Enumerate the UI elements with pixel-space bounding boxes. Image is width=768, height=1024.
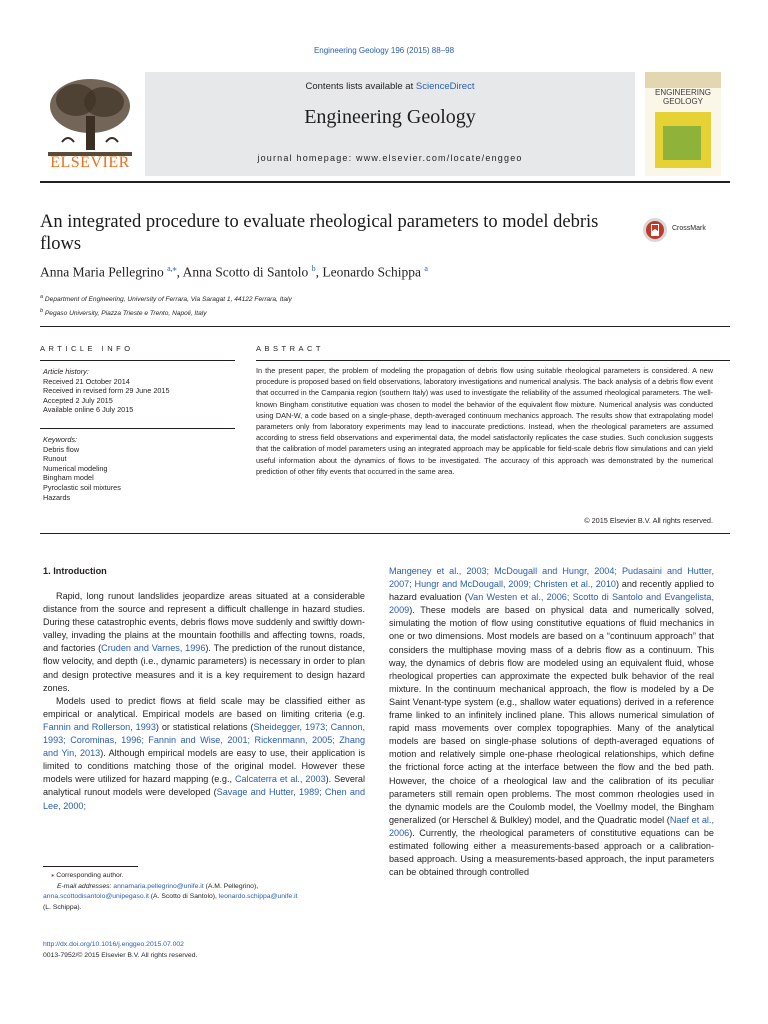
- author-separator: ,: [176, 264, 183, 280]
- abstract-text: In the present paper, the problem of modeling the propagation of debris flow using suitable rheological parameters is considered. A new procedure is proposed based on field observations, laboratory investigations and numerical analysis. The back analysis of a debris flow event that occurred in the Campania region (southern Italy) was used to investigate the reliability of the assumed rheological parameters. The well-known Bingham constitutive equation was chosen to model the behavior of the equivalent flow mixture. Numerical analysis was conducted using DAN-W, a code based on a single-phase, depth-averaged continuum mechanics approach. The results show that extrapolating model parameters only from laboratory experiments may lead to inaccurate predictions. Instead, when the rheological parameters are assumed according to stress field observations and experimental data, the model satisfactorily replicates the case studies. Such conclusion suggests that the calibration of model parameters using an integrated approach may be applicable for field-scale debris flow simulations and can yield useful information about the dynamics of flows to be investigated. The accuracy of this approach was demonstrated by the numerical prediction of other fifty events that occurred in the same area.: [256, 366, 713, 476]
- reference-link[interactable]: Fannin and Rollerson, 1993: [43, 721, 156, 732]
- footnote-rule: [43, 866, 138, 867]
- body-paragraph: [43, 590, 365, 695]
- body-text: Rapid, long runout landslides jeopardize areas situated at a considerable distance from the source and represent a difficult challenge in hazard studies. During these catastrophic events, debris flows move suddenly and swiftly down-valley, invading the plains at the mountain foothills and affecting towns, roads, and factories (: [43, 591, 365, 654]
- homepage-url[interactable]: www.elsevier.com/locate/enggeo: [356, 153, 523, 163]
- header-rule: [40, 181, 730, 183]
- corresponding-author-footnote: [43, 871, 365, 914]
- cover-title-line-2: GEOLOGY: [662, 97, 703, 106]
- body-paragraph: [389, 565, 714, 879]
- reference-link[interactable]: Naef et al., 2006: [389, 814, 714, 838]
- journal-masthead: [40, 72, 730, 176]
- affiliation-marker: b: [40, 307, 44, 314]
- author-name: Anna Maria Pellegrino: [40, 264, 164, 280]
- crossmark-button[interactable]: [642, 216, 730, 244]
- body-text: ). The prediction of the runout distance, flow velocity, and depth (i.e., dynamic parameters) is necessary in order to plan and design protective measures and it is a key requirement to design hazard zones.: [43, 643, 365, 693]
- reference-link[interactable]: Savage and Hutter, 1989; Chen and Lee, 2000;: [43, 787, 365, 811]
- reference-link[interactable]: Van Westen et al., 2006; Scotto di Santolo and Evangelista, 2009: [389, 592, 714, 616]
- body-text: ) and recently applied to hazard evaluation (: [389, 579, 715, 603]
- author-list: [40, 264, 640, 281]
- body-paragraph: [43, 695, 365, 813]
- journal-cover-thumbnail[interactable]: [645, 72, 721, 176]
- abstract-heading: ABSTRACT: [256, 344, 325, 353]
- footnote-text: (L. Schippa).: [43, 904, 82, 912]
- cover-title-line-1: ENGINEERING: [654, 88, 711, 97]
- author-separator: ,: [315, 264, 323, 280]
- section-rule: [40, 326, 730, 327]
- affiliation-item: [40, 292, 640, 306]
- body-text: Models used to predict flows at field scale may be classified either as empirical or analytical. Empirical models are based on limiting criteria (e.g.: [43, 695, 365, 719]
- footnote-line: [43, 882, 365, 893]
- abstract-copyright: © 2015 Elsevier B.V. All rights reserved.: [584, 516, 713, 525]
- author-affiliation-marker[interactable]: a: [424, 264, 428, 273]
- email-link[interactable]: annamaria.pellegrino@unife.it: [113, 882, 204, 890]
- section-rule: [40, 533, 730, 534]
- footnote-marker: ⁎: [51, 872, 55, 879]
- keyword-item: Runout: [43, 454, 67, 464]
- contents-line: [145, 81, 635, 92]
- body-column-left: [43, 590, 365, 813]
- cover-title: [645, 88, 721, 106]
- affiliation-text: Department of Engineering, University of Ferrara, Via Saragat 1, 44122 Ferrara, Italy: [44, 296, 292, 304]
- article-history: [43, 367, 233, 415]
- email-link[interactable]: leonardo.schippa@unife.it: [218, 893, 298, 901]
- body-text: ). Currently, the rheological parameters of constitutive equations can be estimated following either a measurements-based approach or a calibration-based approach. Using a measurements-based approach, the input parameters can be obtained through controlled: [389, 827, 714, 878]
- keyword-item: Hazards: [43, 492, 71, 502]
- affiliation-text: Pegaso University, Piazza Trieste e Trento, Napoli, Italy: [44, 309, 207, 317]
- footnote-line: [43, 892, 365, 903]
- article-info-heading: ARTICLE INFO: [40, 344, 134, 353]
- history-item: Available online 6 July 2015: [43, 405, 134, 415]
- email-link[interactable]: anna.scottodisantolo@unipegaso.it: [43, 893, 149, 901]
- homepage-prefix: journal homepage:: [257, 153, 357, 163]
- affiliation-marker: a: [40, 294, 44, 300]
- footnote-text: (A. Scotto di Santolo),: [148, 893, 219, 901]
- cover-image-inset: [663, 126, 701, 160]
- author-name: Anna Scotto di Santolo: [182, 264, 309, 280]
- affiliation-item: [40, 306, 640, 320]
- doi-block: [43, 940, 197, 961]
- history-item: Accepted 2 July 2015: [43, 395, 113, 405]
- reference-link[interactable]: Calcaterra et al., 2003: [234, 774, 326, 785]
- body-text: ). Several analytical runout models were developed (: [43, 774, 365, 798]
- contents-prefix: Contents lists available at: [305, 81, 416, 92]
- affiliations: [40, 292, 640, 319]
- issn-line: 0013-7952/© 2015 Elsevier B.V. All rights reserved.: [43, 951, 198, 959]
- body-text: ). Although empirical models are easy to use, their application is limited to conditions matching those of the original model. However these models were utilized for hazard mapping (e.g.,: [43, 748, 366, 785]
- elsevier-logo[interactable]: [40, 72, 140, 176]
- keywords-block: [43, 435, 233, 502]
- keyword-item: Numerical modeling: [43, 463, 108, 473]
- reference-link[interactable]: Sheidegger, 1973; Cannon, 1993; Corominas, 1996; Fannin and Wise, 2001; Rickenmann, 2005; Zhang and Yin, 2013: [43, 721, 365, 759]
- reference-link[interactable]: Cruden and Varnes, 1996: [101, 643, 206, 654]
- keywords-label: Keywords:: [43, 435, 78, 444]
- body-column-right: [389, 565, 714, 879]
- crossmark-icon: [642, 217, 668, 243]
- journal-reference-link[interactable]: Engineering Geology 196 (2015) 88–98: [313, 46, 455, 55]
- footnote-line: [43, 871, 365, 882]
- body-text: ). These models are based on physical data and numerically solved, simulating the motion of flow using constitutive equations of fluid mechanics in one or two dimensions. Most models are based on a “continuum approach” that considers the multiphase moving mass of a debris flow as a continuum. This way, the dynamics of debris flow are modeled using an equivalent fluid, whose rheological properties can approximate the expected bulk behavior of the real mixture. In the continuum mechanical approach, the flow is modeled by a De Saint Venant-type system (e.g., shallow water equations) derived in a reference frame linked to an infinitely inclined plane. This allows numerical simulation of rapid mass movements over complex topographies. Many of the analytical models are based on single-phase solutions of depth-averaged equations of motion and relatively simple one-phase rheological relationships, which define the frictional force acting at the interface between the flow and the bed path. However, the choice of a rheological law and the calibration of its peculiar parameters still remain open problems. The most common rheologies used in the dynamic models are the Coulomb model, the Voellmy model, the Bingham generalized (or Herschel & Bulkley) model, and the Quadratic model (: [389, 605, 714, 825]
- footnote-text: (A.M. Pellegrino),: [203, 882, 259, 890]
- journal-banner: [145, 72, 635, 176]
- keywords-rule: [40, 428, 235, 429]
- article-info-rule: [40, 360, 235, 361]
- history-label: Article history:: [43, 367, 89, 376]
- reference-link[interactable]: Mangeney et al., 2003; McDougall and Hungr, 2004; Pudasaini and Hutter, 2007; Hungr and McDougall, 2009; Christen et al., 2010: [389, 566, 714, 590]
- journal-name: Engineering Geology: [304, 106, 476, 128]
- footnote-email-label: E-mail addresses:: [57, 882, 114, 890]
- history-item: Received 21 October 2014: [43, 376, 130, 386]
- journal-homepage: [145, 153, 635, 163]
- sciencedirect-link[interactable]: ScienceDirect: [415, 81, 475, 92]
- keyword-item: Debris flow: [43, 444, 80, 454]
- body-text: ) or statistical relations (: [155, 721, 254, 732]
- keyword-item: Pyroclastic soil mixtures: [43, 482, 121, 492]
- introduction-heading: 1. Introduction: [43, 566, 107, 576]
- crossmark-label: CrossMark: [672, 225, 706, 232]
- footnote-corresponding: Corresponding author.: [56, 872, 124, 879]
- footnote-line: [43, 903, 365, 914]
- keyword-item: Bingham model: [43, 473, 94, 483]
- publisher-wordmark: ELSEVIER: [50, 154, 130, 171]
- author-affiliation-marker[interactable]: a,⁎: [167, 264, 177, 273]
- article-title: An integrated procedure to evaluate rheological parameters to model debris flows: [40, 212, 599, 254]
- author-name: Leonardo Schippa: [322, 264, 422, 280]
- abstract-rule: [256, 360, 730, 361]
- history-item: Received in revised form 29 June 2015: [43, 386, 170, 396]
- author-affiliation-marker[interactable]: b: [311, 264, 316, 273]
- cover-image: [655, 112, 711, 168]
- cover-top-band: [645, 72, 721, 88]
- doi-link[interactable]: http://dx.doi.org/10.1016/j.enggeo.2015.07.002: [43, 941, 184, 948]
